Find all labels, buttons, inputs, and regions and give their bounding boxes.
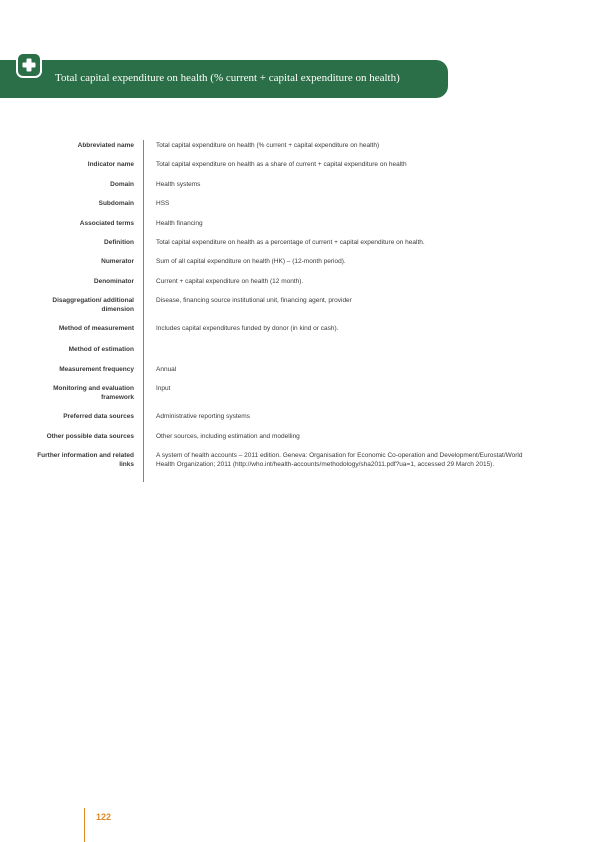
row-label: Associated terms [79,220,134,227]
row-value: HSS [156,200,170,207]
row-value: Health systems [156,181,201,188]
row-label: Further information and related links [37,452,134,468]
row-value: Health financing [156,220,203,227]
row-label: Monitoring and evaluation framework [53,385,134,401]
row-label: Preferred data sources [63,413,134,420]
row-value: Other sources, including estimation and modelling [156,433,300,440]
row-value: Annual [156,366,177,373]
row-value: Administrative reporting systems [156,413,250,420]
row-label: Indicator name [87,161,134,168]
row-label: Method of measurement [58,325,134,332]
row-label: Abbreviated name [77,142,134,149]
row-value: Total capital expenditure on health as a percentage of current + capital expenditure on health. [156,239,425,246]
row-label: Measurement frequency [59,366,134,373]
row-label: Disaggregation/ additional dimension [52,297,134,313]
page-number: 122 [96,812,112,822]
row-label: Numerator [101,258,134,265]
page-number-rule [84,808,85,842]
row-value: Total capital expenditure on health (% current + capital expenditure on health) [156,142,380,149]
row-value: Disease, financing source institutional unit, financing agent, provider [156,297,352,304]
row-value: Current + capital expenditure on health (12 month). [156,278,304,285]
row-value: Total capital expenditure on health as a share of current + capital expenditure on health [156,161,407,168]
page-title: Total capital expenditure on health (% current + capital expenditure on health) [55,72,400,84]
section-banner [0,60,448,98]
row-value: Input [156,385,171,392]
row-value: Includes capital expenditures funded by donor (in kind or cash). [156,325,339,332]
column-divider [143,140,144,482]
row-label: Definition [104,239,134,246]
row-label: Method of estimation [68,346,134,353]
row-value: A system of health accounts – 2011 edition. Geneva: Organisation for Economic Co-operation and Development/Eurostat/World Health Organization; 2011 (http://who.int/health-accounts/methodology/sha2011.pdf?ua=1, accessed 29 March 2015). [156,452,523,468]
row-value: Sum of all capital expenditure on health (HK) – (12-month period). [156,258,346,265]
row-label: Denominator [93,278,134,285]
medical-cross-icon [16,52,42,78]
row-label: Domain [110,181,134,188]
row-label: Subdomain [98,200,134,207]
row-label: Other possible data sources [46,433,134,440]
